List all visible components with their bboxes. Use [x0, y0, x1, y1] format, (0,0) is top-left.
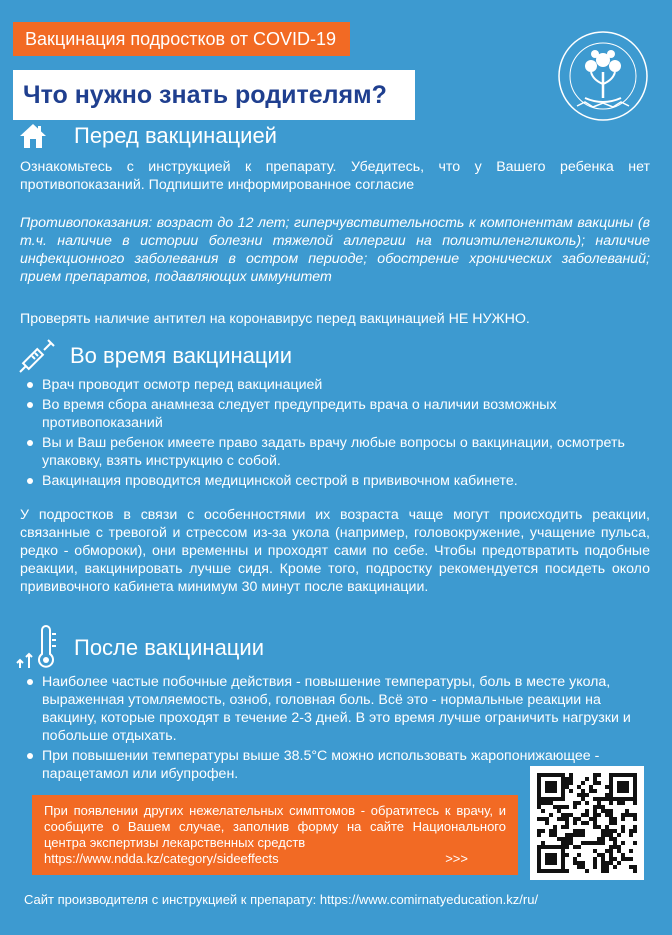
report-link[interactable]: https://www.ndda.kz/category/sideeffects — [44, 851, 279, 866]
list-item: Вы и Ваш ребенок имеете право задать врачу любые вопросы о вакцинации, осмотреть упаковку, взять инструкцию с собой. — [22, 434, 652, 470]
antibodies-note: Проверять наличие антител на коронавирус перед вакцинацией НЕ НУЖНО. — [20, 311, 530, 327]
syringe-icon — [18, 336, 58, 376]
qr-code — [530, 766, 644, 880]
list-item: Наиболее частые побочные действия - повышение температуры, боль в месте укола, выраженная утомляемость, озноб, головная боль. Всё это - нормальные реакции на вакцину, которые проходят в течение 2-3 дней. В это время лучше ограничить нагрузки и побольше отдыхать. — [22, 673, 652, 745]
section-during-header — [18, 336, 292, 376]
before-intro: Ознакомьтесь с инструкцией к препарату. Убедитесь, что у Вашего ребенка нет противопоказаний. Подпишите информированное согласие — [20, 159, 650, 193]
section-after-title: После вакцинации — [74, 635, 264, 660]
report-box — [32, 795, 518, 875]
list-item: Врач проводит осмотр перед вакцинацией — [22, 376, 652, 394]
thermometer-icon — [16, 624, 60, 672]
list-item: При повышении температуры выше 38.5°С можно использовать жаропонижающее - парацетамол или ибупрофен. — [22, 747, 652, 783]
contraindications-text: Противопоказания: возраст до 12 лет; гиперчувствительность к компонентам вакцины (в т.ч. наличие в истории болезни тяжелой аллергии на полиэтиленгликоль); наличие инфекционного заболевания в остром периоде; обострение хронических заболеваний; прием препаратов, подавляющих иммунитет — [20, 215, 650, 285]
during-list — [22, 376, 652, 492]
anxiety-note: У подростков в связи с особенностями их возраста чаще могут происходить реакции, связанные с тревогой и стрессом из-за укола (например, головокружение, учащение пульса, редко - обмороки), они временны и проходят сами по себе. Чтобы предотвратить подобные реакции, вакцинировать лучше сидя. Кроме того, подростку рекомендуется посидеть около прививочного кабинета минимум 30 минут после вакцинации. — [20, 507, 650, 595]
list-item: Во время сбора анамнеза следует предупредить врача о наличии возможных противопоказаний — [22, 396, 652, 432]
section-after-header — [16, 624, 264, 672]
list-item: Вакцинация проводится медицинской сестрой в прививочном кабинете. — [22, 472, 652, 490]
topic-banner: Вакцинация подростков от COVID-19 — [13, 22, 350, 56]
section-during-title: Во время вакцинации — [70, 343, 293, 368]
page-title: Что нужно знать родителям? — [13, 70, 415, 120]
house-icon — [18, 122, 48, 150]
arrow-icon: >>> — [445, 851, 468, 866]
manufacturer-link[interactable]: Сайт производителя с инструкцией к препарату: https://www.comirnatyeducation.kz/ru/ — [24, 892, 539, 907]
report-text: При появлении других нежелательных симптомов - обратитесь к врачу, и сообщите о Вашем случае, заполнив форму на сайте Национального центра экспертизы лекарственных средств — [44, 803, 506, 850]
section-before-title: Перед вакцинацией — [74, 123, 277, 148]
organization-logo — [555, 28, 651, 124]
section-before-header — [18, 122, 277, 150]
